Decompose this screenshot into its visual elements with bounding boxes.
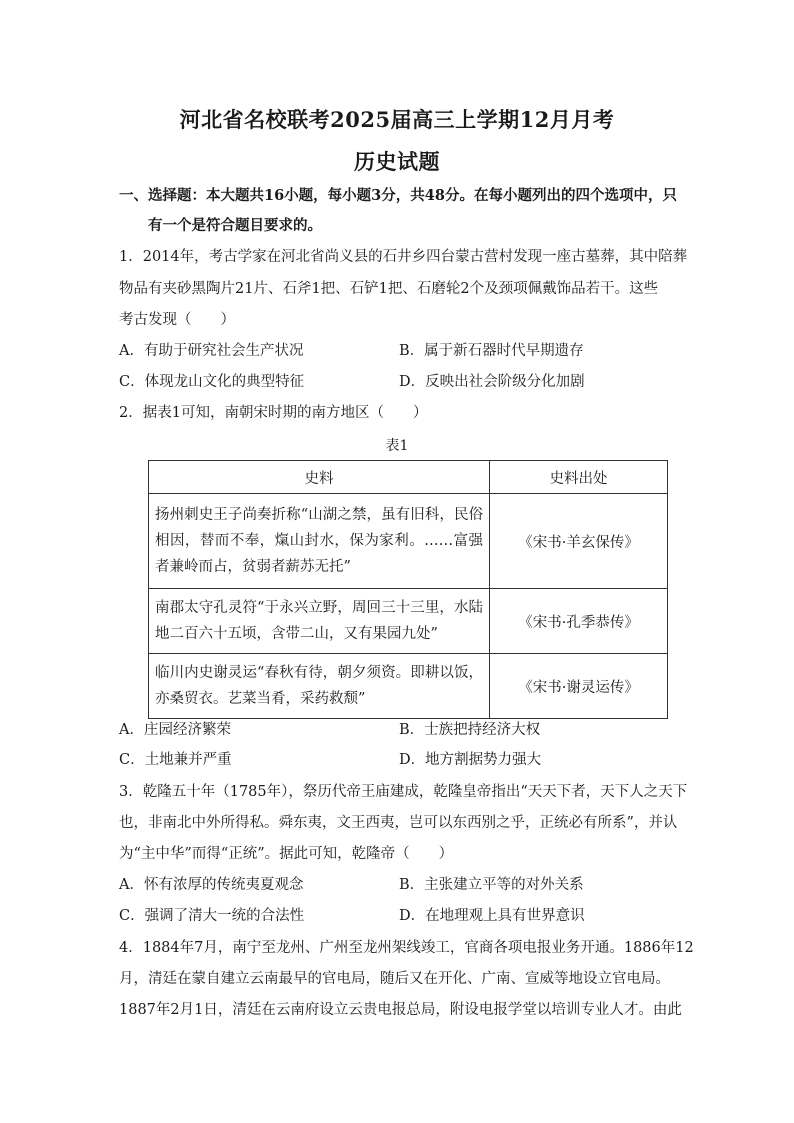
q2-option-d[interactable]: D．地方割据势力强大 bbox=[399, 752, 542, 768]
q4-stem-line3: 1887年2月1日，清廷在云南府设立云贵电报总局，附设电报学堂以培训专业人才。由此 bbox=[119, 1002, 682, 1018]
q2-option-c[interactable]: C．土地兼并严重 bbox=[119, 752, 232, 768]
table-cell-origin: 《宋书·孔季恭传》 bbox=[490, 589, 668, 654]
q4-stem-line2: 月，清廷在蒙自建立云南最早的官电局，随后又在开化、广南、宣威等地设立官电局。 bbox=[119, 971, 670, 987]
q1-stem-line3: 考古发现（ ） bbox=[119, 312, 235, 328]
table-row bbox=[149, 654, 668, 719]
table-cell-source: 南郡太守孔灵符“于永兴立野，周回三十三里，水陆地二百六十五顷，含带二山，又有果园九处” bbox=[149, 589, 490, 654]
table-header-row bbox=[149, 461, 668, 494]
q1-stem-line2: 物品有夹砂黑陶片21片、石斧1把、石铲1把、石磨轮2个及颈项佩戴饰品若干。这些 bbox=[119, 281, 659, 297]
table-cell-source: 扬州刺史王子尚奏折称“山湖之禁，虽有旧科，民俗相因，替而不奉，熂山封水，保为家利。……富强者兼岭而占，贫弱者薪苏无托” bbox=[149, 494, 490, 589]
q3-option-d[interactable]: D．在地理观上具有世界意识 bbox=[399, 908, 585, 924]
table-caption: 表1 bbox=[385, 438, 409, 454]
q4-stem-line1: 4．1884年7月，南宁至龙州、广州至龙州架线竣工，官商各项电报业务开通。1886年12 bbox=[119, 940, 694, 956]
q3-stem-line1: 3．乾隆五十年（1785年），祭历代帝王庙建成，乾隆皇帝指出“天天下者，天下人之天下 bbox=[119, 784, 688, 800]
q1-option-d[interactable]: D．反映出社会阶级分化加剧 bbox=[399, 374, 585, 390]
q1-option-a[interactable]: A．有助于研究社会生产状况 bbox=[119, 343, 304, 359]
q3-stem-line2: 也，非南北中外所得私。舜东夷，文王西夷，岂可以东西别之乎，正统必有所系”，并认 bbox=[119, 815, 678, 831]
exam-subtitle: 历史试题 bbox=[354, 149, 440, 174]
q2-option-b[interactable]: B．士族把持经济大权 bbox=[399, 722, 541, 738]
exam-title: 河北省名校联考2025届高三上学期12月月考 bbox=[179, 107, 615, 132]
table-cell-origin: 《宋书·谢灵运传》 bbox=[490, 654, 668, 719]
q3-stem-line3: 为“主中华”而得“正统”。据此可知，乾隆帝（ ） bbox=[119, 846, 454, 862]
table-cell-source: 临川内史谢灵运“春秋有待，朝夕须资。即耕以饭，亦桑贸衣。艺菜当肴，采药救颓” bbox=[149, 654, 490, 719]
source-table bbox=[148, 460, 668, 719]
q1-option-c[interactable]: C．体现龙山文化的典型特征 bbox=[119, 374, 305, 390]
section-heading-line2: 有一个是符合题目要求的。 bbox=[148, 217, 322, 234]
q1-stem-line1: 1．2014年，考古学家在河北省尚义县的石井乡四台蒙古营村发现一座古墓葬，其中陪葬 bbox=[119, 249, 688, 265]
q2-stem: 2．据表1可知，南朝宋时期的南方地区（ ） bbox=[119, 405, 428, 421]
table-header-source: 史料 bbox=[149, 461, 490, 494]
q3-option-a[interactable]: A．怀有浓厚的传统夷夏观念 bbox=[119, 877, 304, 893]
section-heading-line1: 一、选择题：本大题共16小题，每小题3分，共48分。在每小题列出的四个选项中，只 bbox=[119, 187, 677, 204]
q1-option-b[interactable]: B．属于新石器时代早期遗存 bbox=[399, 343, 584, 359]
q2-option-a[interactable]: A．庄园经济繁荣 bbox=[119, 722, 231, 738]
q3-option-b[interactable]: B．主张建立平等的对外关系 bbox=[399, 877, 584, 893]
q3-option-c[interactable]: C．强调了清大一统的合法性 bbox=[119, 908, 305, 924]
table-row bbox=[149, 494, 668, 589]
table-cell-origin: 《宋书·羊玄保传》 bbox=[490, 494, 668, 589]
table-row bbox=[149, 589, 668, 654]
table-header-origin: 史料出处 bbox=[490, 461, 668, 494]
